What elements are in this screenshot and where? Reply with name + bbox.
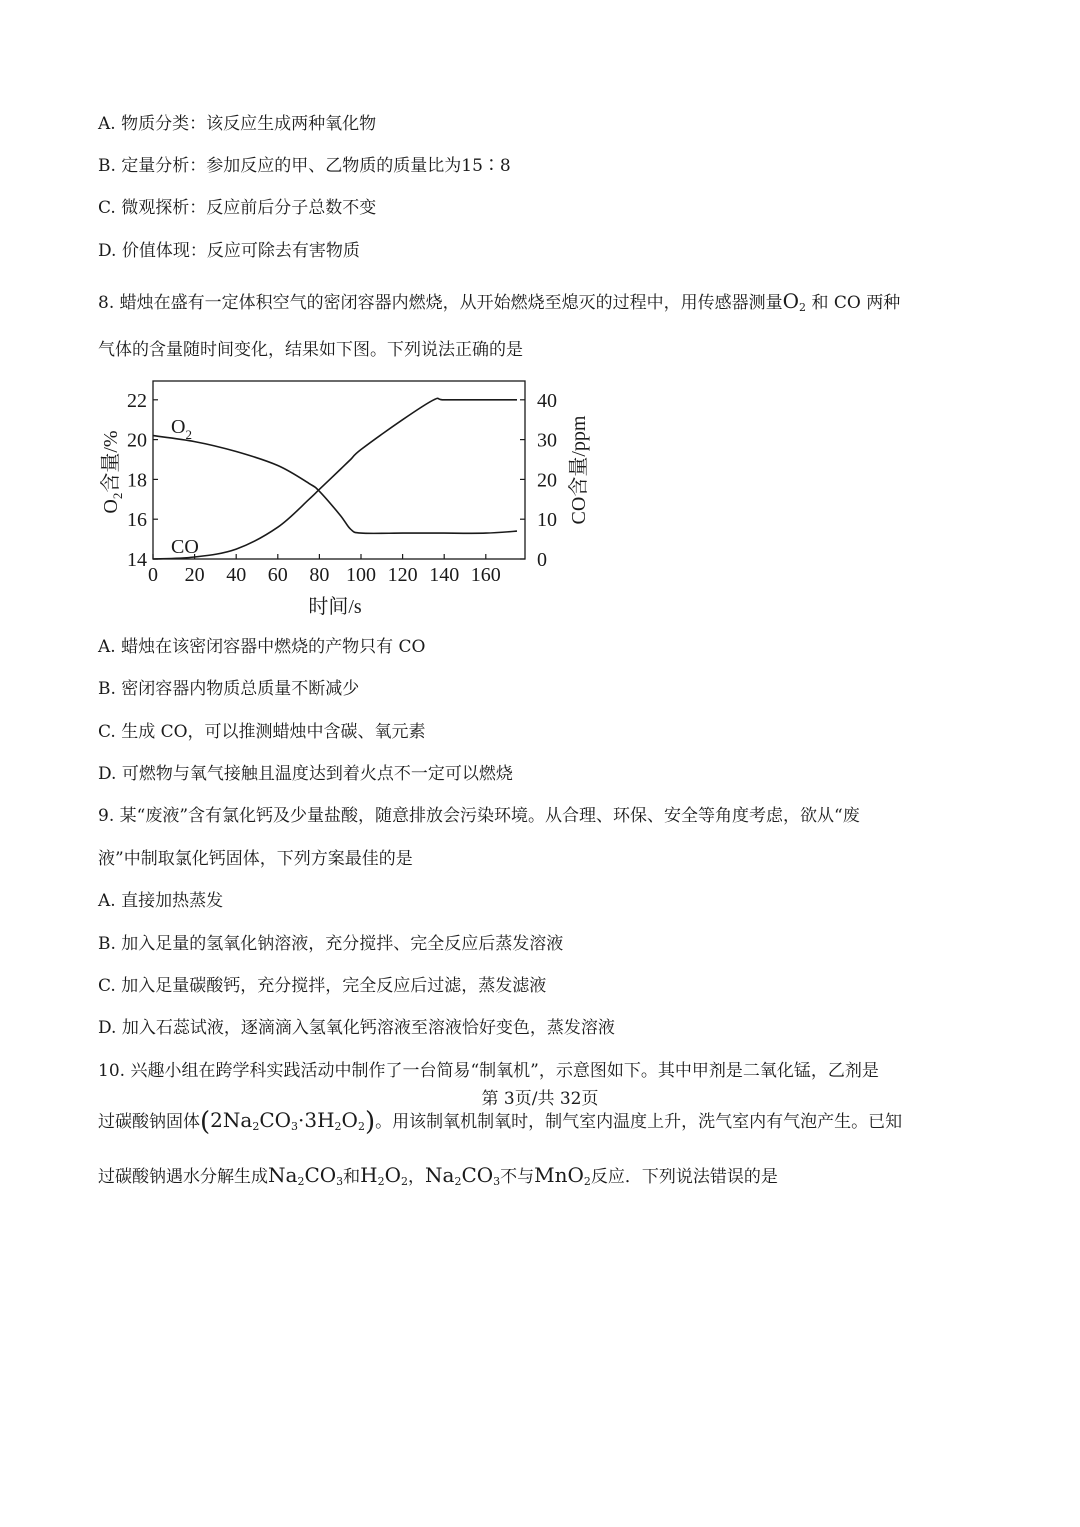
q9-option-b: B. 加入足量的氢氧化钠溶液，充分搅拌、完全反应后蒸发溶液 <box>98 934 564 954</box>
y-right-tick-label: 10 <box>537 509 557 532</box>
o2-series-line <box>153 436 517 534</box>
y-axis-left-label: $O_2$含量/% <box>100 430 125 514</box>
o2-series-label: $O_2$ <box>171 416 192 442</box>
q7-option-b: B. 定量分析：参加反应的甲、乙物质的质量比为15∶8 <box>98 156 511 176</box>
q9-option-a: A. 直接加热蒸发 <box>98 891 224 911</box>
x-tick-label: 80 <box>309 564 330 586</box>
q8-option-d: D. 可燃物与氧气接触且温度达到着火点不一定可以燃烧 <box>98 764 513 784</box>
co-series-label: CO <box>171 536 199 558</box>
na2co3-formula-2: $Na_2CO_3$ <box>425 1163 501 1188</box>
q8-option-b: B. 密闭容器内物质总质量不断减少 <box>98 679 360 699</box>
x-tick-label: 160 <box>470 564 501 586</box>
x-tick-label: 20 <box>184 564 205 586</box>
q9-stem-line1: 9. 某“废液”含有氯化钙及少量盐酸，随意排放会污染环境。从合理、环保、安全等角度考虑，欲从“废 <box>98 806 860 826</box>
h2o2-formula: $H_2O_2$ <box>360 1163 408 1188</box>
y-right-tick-label: 40 <box>537 389 557 412</box>
q10-stem-line1: 10. 兴趣小组在跨学科实践活动中制作了一台简易“制氧机”，示意图如下。其中甲剂是二氧化锰，乙剂是 <box>98 1061 879 1081</box>
na2co3-formula: $Na_2CO_3$ <box>268 1163 344 1188</box>
q10-stem-line2: 过碳酸钠固体$(2Na_2CO_3\cdot 3H_2O_2)$。用该制氧机制氧时，制气室内温度上升，洗气室内有气泡产生。已知 <box>98 1107 903 1137</box>
q8-option-a: A. 蜡烛在该密闭容器中燃烧的产物只有 CO <box>98 637 426 657</box>
q10-stem-line3: 过碳酸钠遇水分解生成$Na_2CO_3$和$H_2O_2$，$Na_2CO_3$不与MnO$_2$反应．下列说法错误的是 <box>98 1163 778 1188</box>
y-left-tick-label: 16 <box>127 509 147 532</box>
page-footer: 第 3页/共 32页 <box>481 1089 599 1109</box>
q9-option-c: C. 加入足量碳酸钙，充分搅拌，完全反应后过滤，蒸发滤液 <box>98 976 547 996</box>
x-tick-label: 40 <box>226 564 247 586</box>
q9-option-d: D. 加入石蕊试液，逐滴滴入氢氧化钙溶液至溶液恰好变色，蒸发溶液 <box>98 1018 615 1038</box>
q9-stem-line2: 液”中制取氯化钙固体，下列方案最佳的是 <box>98 849 413 869</box>
y-right-tick-label: 0 <box>537 549 547 571</box>
q7-option-d: D. 价值体现：反应可除去有害物质 <box>98 241 360 261</box>
o2-co-chart <box>95 372 615 622</box>
q8-stem-line2: 气体的含量随时间变化，结果如下图。下列说法正确的是 <box>98 340 523 360</box>
x-axis-label: 时间/s <box>308 596 362 618</box>
y-left-tick-label: 18 <box>127 469 147 492</box>
percarbonate-formula: $2Na_2CO_3\cdot 3H_2O_2$ <box>210 1108 365 1133</box>
y-left-tick-label: 22 <box>127 389 147 412</box>
mno2-formula: MnO$_2$ <box>534 1163 591 1188</box>
x-tick-label: 100 <box>346 564 376 586</box>
x-tick-label: 0 <box>148 564 158 586</box>
y-left-tick-label: 20 <box>127 429 147 452</box>
x-tick-label: 60 <box>267 564 288 586</box>
x-tick-label: 120 <box>387 564 418 586</box>
y-left-tick-label: 14 <box>127 549 147 571</box>
q8-option-c: C. 生成 CO，可以推测蜡烛中含碳、氧元素 <box>98 722 426 742</box>
y-right-tick-label: 30 <box>537 429 557 452</box>
x-tick-label: 140 <box>429 564 460 586</box>
q7-option-a: A. 物质分类：该反应生成两种氧化物 <box>98 114 377 134</box>
co-series-line <box>153 398 517 559</box>
q8-stem-line1: 8. 蜡烛在盛有一定体积空气的密闭容器内燃烧，从开始燃烧至熄灭的过程中，用传感器测量$O_2$ 和 CO 两种 <box>98 289 901 314</box>
q7-option-c: C. 微观探析：反应前后分子总数不变 <box>98 198 377 218</box>
y-right-tick-label: 20 <box>537 469 557 492</box>
o2-formula: O <box>782 289 800 313</box>
y-axis-right-label: CO含量/ppm <box>568 415 590 525</box>
